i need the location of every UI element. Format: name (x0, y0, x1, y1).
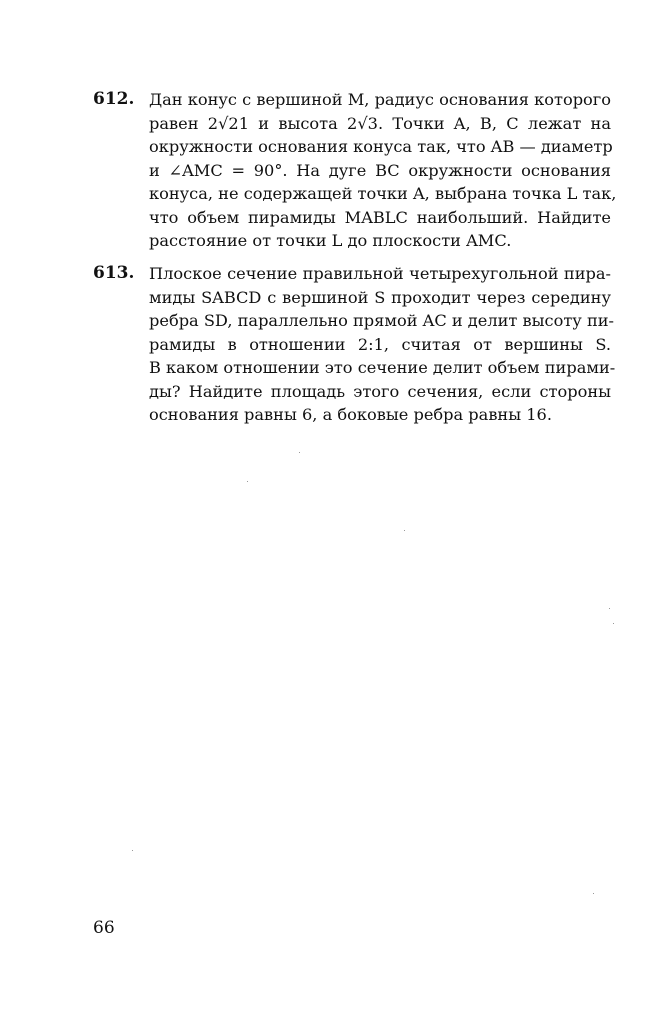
text-line: В каком отношении это сечение делит объем пирами- (149, 358, 616, 377)
problem-text (149, 262, 616, 427)
page-number: 66 (93, 918, 115, 938)
scan-speck (132, 850, 133, 851)
text-line: основания равны 6, а боковые ребра равны 16. (149, 405, 552, 424)
scan-speck (593, 893, 594, 894)
scan-speck (404, 530, 405, 531)
text-line: Плоское сечение правильной четырехугольной пира- (149, 264, 611, 283)
scan-speck (247, 481, 248, 482)
text-line: и ∠AMC = 90°. На дуге BC окружности основания (149, 160, 611, 180)
text-line: ды? Найдите площадь этого сечения, если стороны (149, 381, 611, 401)
problem-text (149, 88, 617, 253)
text-line: ребра SD, параллельно прямой AC и делит высоту пи- (149, 311, 614, 330)
text-line: что объем пирамиды MABLC наибольший. Найдите (149, 207, 611, 227)
text-line: Дан конус с вершиной M, радиус основания которого (149, 90, 612, 109)
scan-speck (299, 452, 300, 453)
problem-number: 612. (93, 89, 135, 109)
scan-speck (609, 608, 610, 609)
text-line: конуса, не содержащей точки A, выбрана точка L так, (149, 184, 617, 203)
text-line: расстояние от точки L до плоскости AMC. (149, 231, 512, 250)
text-line: окружности основания конуса так, что AB — диаметр (149, 137, 613, 156)
problem-number: 613. (93, 263, 135, 283)
text-line: равен 2√21 и высота 2√3. Точки A, B, C лежат на (149, 113, 611, 133)
text-line: миды SABCD с вершиной S проходит через середину (149, 287, 611, 307)
text-line: рамиды в отношении 2:1, считая от вершины S. (149, 334, 611, 354)
scan-speck (613, 623, 614, 624)
